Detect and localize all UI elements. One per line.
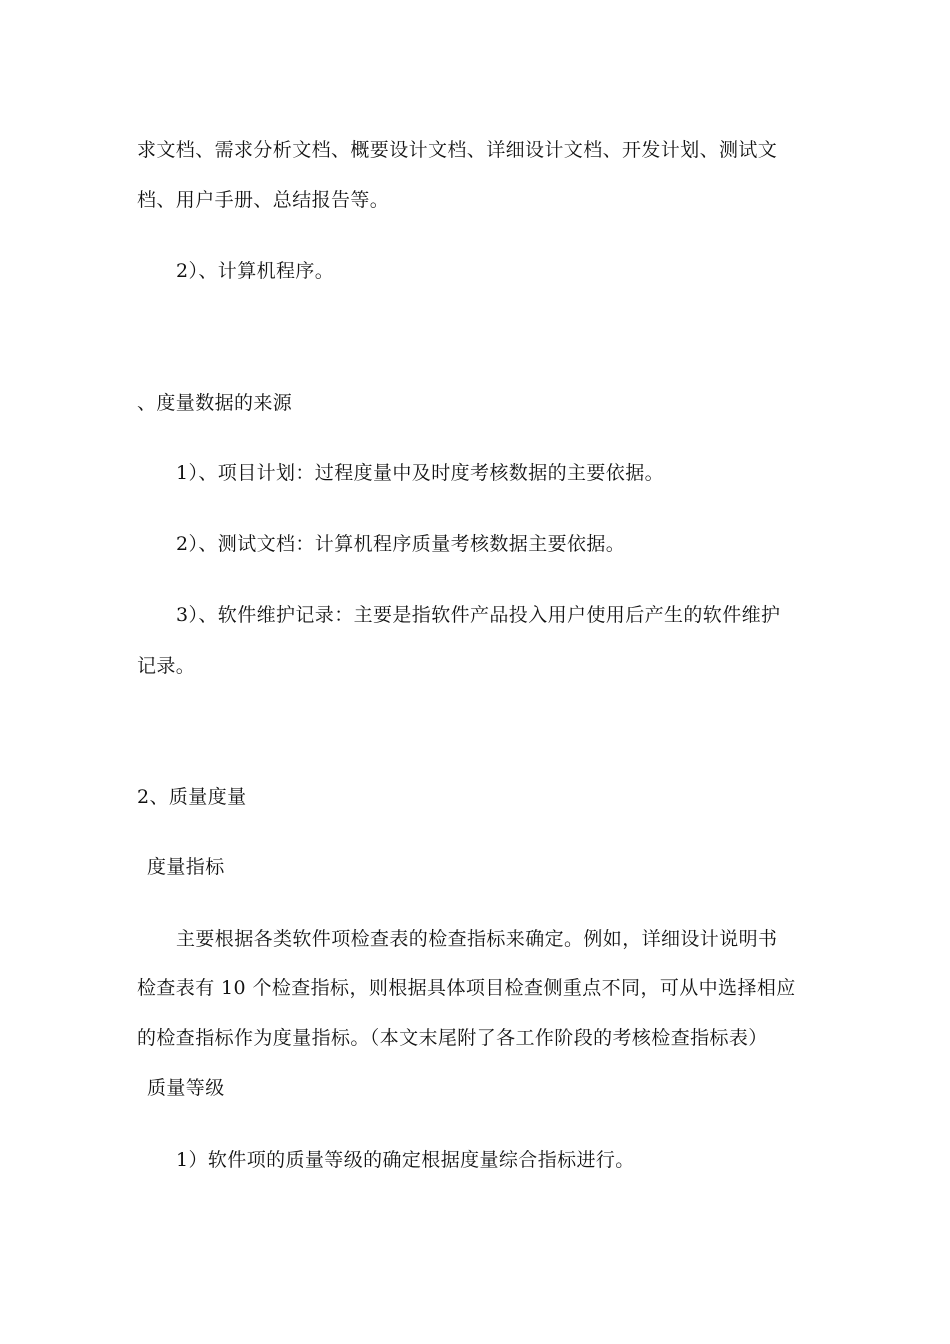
section-heading-quality-measure: 2、质量度量: [137, 786, 247, 808]
section-heading-data-source: 、度量数据的来源: [137, 392, 293, 414]
list-item-test-docs: 2）、测试文档：计算机程序质量考核数据主要依据。: [176, 533, 626, 555]
paragraph-continuation-line: 档、用户手册、总结报告等。: [137, 189, 390, 211]
paragraph-line: 的检查指标作为度量指标。（本文末尾附了各工作阶段的考核检查指标表）: [137, 1027, 768, 1049]
list-item-grade-1: 1）软件项的质量等级的确定根据度量综合指标进行。: [176, 1149, 635, 1171]
paragraph-line: 主要根据各类软件项检查表的检查指标来确定。例如，详细设计说明书: [176, 928, 778, 950]
list-item-program: 2）、计算机程序。: [176, 260, 335, 282]
list-item-project-plan: 1）、项目计划：过程度量中及时度考核数据的主要依据。: [176, 462, 664, 484]
subheading-indicators: 度量指标: [147, 856, 225, 878]
paragraph-line: 检查表有 10 个检查指标，则根据具体项目检查侧重点不同，可从中选择相应: [137, 977, 796, 999]
list-item-maintenance-continuation: 记录。: [137, 655, 196, 677]
paragraph-continuation-line: 求文档、需求分析文档、概要设计文档、详细设计文档、开发计划、测试文: [137, 139, 778, 161]
subheading-quality-grade: 质量等级: [147, 1077, 225, 1099]
list-item-maintenance: 3）、软件维护记录：主要是指软件产品投入用户使用后产生的软件维护: [176, 604, 781, 626]
